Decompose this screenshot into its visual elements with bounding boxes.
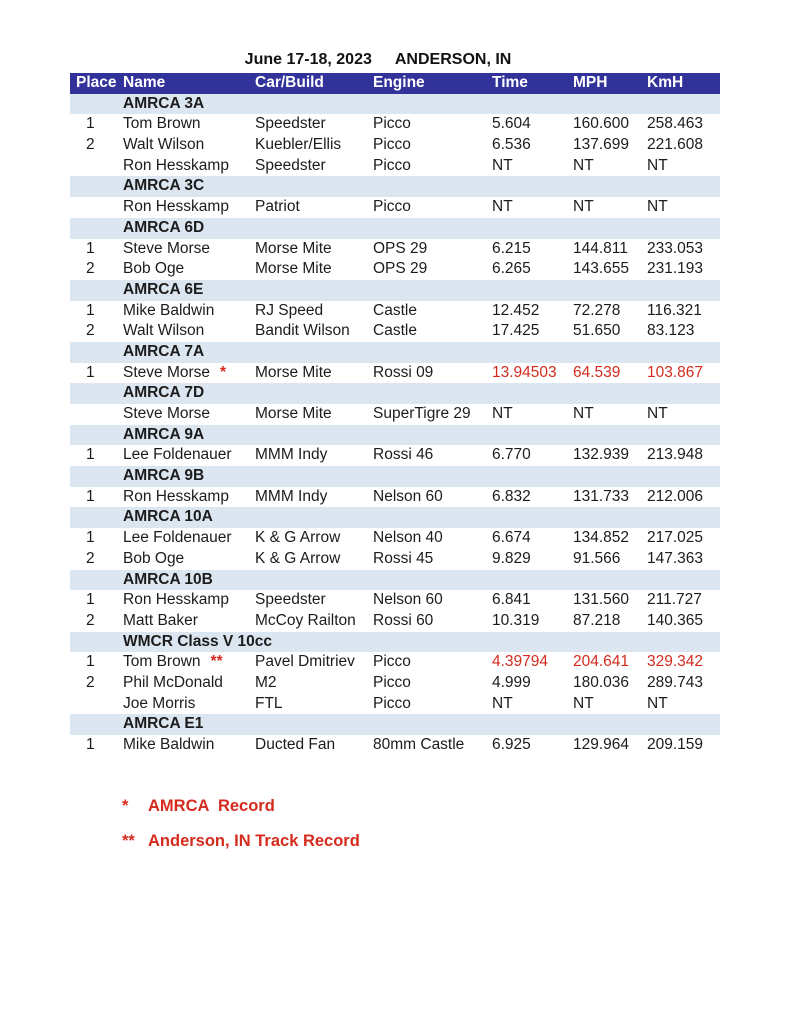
place-cell (70, 632, 123, 653)
racer-name: Joe Morris (123, 694, 196, 712)
name-cell (123, 404, 255, 425)
result-row (70, 673, 720, 694)
class-section-row (70, 507, 720, 528)
place-cell: 1 (86, 363, 95, 381)
engine-cell: Picco (373, 653, 411, 671)
result-row (70, 404, 720, 425)
class-section-label: WMCR Class V 10cc (123, 632, 273, 650)
car-build-cell: Speedster (255, 156, 326, 174)
class-section-label: AMRCA 3C (123, 177, 205, 195)
kmh-cell: NT (647, 198, 668, 216)
car-build-cell: MMM Indy (255, 446, 328, 464)
engine-cell: Picco (373, 115, 411, 133)
engine-cell: Picco (373, 136, 411, 154)
place-cell: 1 (86, 301, 95, 319)
name-cell (123, 487, 255, 508)
place-cell: 1 (86, 239, 95, 257)
racer-name: Lee Foldenauer (123, 446, 232, 464)
name-cell (123, 197, 255, 218)
place-cell (70, 404, 123, 425)
time-cell: 6.841 (492, 591, 531, 609)
column-header-name: Name (123, 74, 166, 91)
result-row (70, 694, 720, 715)
time-cell: 10.319 (492, 611, 540, 629)
place-cell (70, 383, 123, 404)
mph-cell: 131.733 (573, 487, 630, 505)
mph-cell: 144.811 (573, 239, 628, 257)
page-title (70, 51, 720, 69)
class-section-row (70, 94, 720, 115)
name-cell (123, 445, 255, 466)
engine-cell: Nelson 40 (373, 529, 443, 547)
place-cell (70, 342, 123, 363)
table-header-row (70, 73, 720, 94)
car-build-cell: Morse Mite (255, 239, 332, 257)
result-row (70, 652, 720, 673)
engine-cell: Rossi 46 (373, 446, 434, 464)
class-section-row (70, 632, 720, 653)
name-cell (123, 673, 255, 694)
class-section-row (70, 176, 720, 197)
car-build-cell: M2 (255, 673, 277, 691)
car-build-cell: McCoy Railton (255, 611, 356, 629)
engine-cell: 80mm Castle (373, 736, 465, 753)
mph-cell: 87.218 (573, 611, 621, 629)
kmh-cell: 258.463 (647, 115, 704, 133)
place-cell: 2 (86, 136, 95, 154)
place-cell: 2 (86, 611, 95, 629)
engine-cell: Picco (373, 673, 411, 691)
result-row (70, 239, 720, 260)
kmh-cell: 211.727 (647, 591, 702, 609)
mph-cell: NT (573, 405, 594, 422)
event-location: ANDERSON, IN (394, 51, 512, 68)
time-cell: 6.925 (492, 736, 531, 753)
footnote-track-record-text: Anderson, IN Track Record (148, 832, 360, 850)
kmh-cell: 329.342 (647, 653, 704, 671)
place-cell: 1 (86, 446, 95, 464)
results-table-body (70, 94, 720, 756)
place-cell: 1 (86, 653, 95, 671)
name-cell (123, 156, 255, 177)
car-build-cell: Speedster (255, 115, 326, 133)
mph-cell: 143.655 (573, 260, 630, 278)
time-cell: NT (492, 198, 513, 216)
mph-cell: NT (573, 694, 594, 712)
kmh-cell: NT (647, 405, 668, 422)
place-cell: 1 (86, 529, 95, 547)
mph-cell: 134.852 (573, 529, 630, 547)
time-cell: 4.999 (492, 673, 531, 691)
place-cell: 1 (86, 591, 95, 609)
racer-name: Mike Baldwin (123, 301, 215, 319)
kmh-cell: 147.363 (647, 549, 704, 567)
car-build-cell: K & G Arrow (255, 529, 341, 547)
place-cell (70, 714, 123, 735)
racer-name: Walt Wilson (123, 322, 205, 340)
place-cell (70, 466, 123, 487)
racer-name: Lee Foldenauer (123, 529, 232, 547)
kmh-cell: NT (647, 694, 668, 712)
place-cell (70, 694, 123, 715)
name-cell (123, 735, 255, 756)
car-build-cell: Bandit Wilson (255, 322, 350, 340)
name-cell (123, 259, 255, 280)
column-header-time: Time (492, 74, 528, 91)
place-cell (70, 176, 123, 197)
car-build-cell: RJ Speed (255, 301, 324, 319)
name-cell (123, 549, 255, 570)
racer-name: Ron Hesskamp (123, 487, 229, 505)
place-cell (70, 425, 123, 446)
mph-cell: 204.641 (573, 653, 630, 671)
single-asterisk-marker: * (122, 797, 129, 815)
footnote-amrca-record-text: AMRCA Record (148, 797, 275, 815)
place-cell (70, 507, 123, 528)
class-section-row (70, 714, 720, 735)
event-date: June 17-18, 2023 (244, 51, 372, 68)
engine-cell: Nelson 60 (373, 487, 443, 505)
car-build-cell: Morse Mite (255, 260, 332, 278)
class-section-label: AMRCA E1 (123, 715, 204, 733)
place-cell (70, 156, 123, 177)
place-cell: 2 (86, 260, 95, 278)
mph-cell: 132.939 (573, 446, 630, 464)
column-header-kmh: KmH (647, 74, 684, 91)
place-cell (70, 570, 123, 591)
name-cell (123, 528, 255, 549)
result-row (70, 321, 720, 342)
time-cell: NT (492, 694, 513, 712)
kmh-cell: 209.159 (647, 736, 704, 753)
class-section-label: AMRCA 3A (123, 94, 205, 112)
footnote-amrca-record (122, 797, 275, 816)
car-build-cell: Patriot (255, 198, 300, 216)
mph-cell: NT (573, 156, 594, 174)
kmh-cell: 217.025 (647, 529, 704, 547)
kmh-cell: 221.608 (647, 136, 704, 154)
racer-name: Bob Oge (123, 549, 185, 567)
engine-cell: Castle (373, 322, 417, 340)
racer-name: Steve Morse (123, 363, 211, 381)
class-section-row (70, 570, 720, 591)
place-cell: 1 (86, 736, 95, 753)
class-section-row (70, 342, 720, 363)
time-cell: 6.832 (492, 487, 531, 505)
racer-name: Tom Brown (123, 653, 201, 671)
engine-cell: OPS 29 (373, 239, 428, 257)
result-row (70, 549, 720, 570)
class-section-label: AMRCA 10B (123, 570, 213, 588)
racer-name: Walt Wilson (123, 136, 205, 154)
name-cell (123, 321, 255, 342)
place-cell: 2 (86, 673, 95, 691)
car-build-cell: Kuebler/Ellis (255, 136, 342, 154)
mph-cell: 64.539 (573, 363, 621, 381)
kmh-cell: 140.365 (647, 611, 704, 629)
engine-cell: Castle (373, 301, 417, 319)
place-cell (70, 94, 123, 115)
place-cell: 1 (86, 487, 95, 505)
time-cell: 6.770 (492, 446, 531, 464)
class-section-label: AMRCA 6D (123, 218, 205, 236)
mph-cell: NT (573, 198, 594, 216)
class-section-row (70, 466, 720, 487)
place-cell: 1 (86, 115, 95, 133)
kmh-cell: 233.053 (647, 239, 704, 257)
place-cell (70, 218, 123, 239)
name-cell (123, 590, 255, 611)
time-cell: 17.425 (492, 322, 540, 340)
class-section-row (70, 383, 720, 404)
engine-cell: Picco (373, 198, 411, 216)
mph-cell: 51.650 (573, 322, 621, 340)
kmh-cell: 213.948 (647, 446, 704, 464)
engine-cell: Rossi 60 (373, 611, 434, 629)
mph-cell: 129.964 (573, 736, 630, 753)
place-cell (70, 280, 123, 301)
result-row (70, 528, 720, 549)
racer-name: Ron Hesskamp (123, 156, 229, 174)
name-cell (123, 114, 255, 135)
car-build-cell: FTL (255, 694, 283, 712)
car-build-cell: Pavel Dmitriev (255, 653, 355, 671)
result-row (70, 363, 720, 384)
racer-name: Mike Baldwin (123, 736, 215, 753)
record-marker: ** (210, 653, 223, 671)
time-cell: 6.536 (492, 136, 531, 154)
result-row (70, 156, 720, 177)
result-row (70, 301, 720, 322)
car-build-cell: Speedster (255, 591, 326, 609)
result-row (70, 135, 720, 156)
mph-cell: 160.600 (573, 115, 630, 133)
engine-cell: SuperTigre 29 (373, 405, 471, 422)
double-asterisk-marker: ** (122, 832, 135, 850)
column-header-mph: MPH (573, 74, 608, 91)
result-row (70, 735, 720, 756)
place-cell: 2 (86, 549, 95, 567)
time-cell: 6.215 (492, 239, 531, 257)
kmh-cell: 231.193 (647, 260, 704, 278)
kmh-cell: 116.321 (647, 301, 702, 319)
car-build-cell: Morse Mite (255, 405, 332, 422)
name-cell (123, 363, 255, 384)
column-header-car-build: Car/Build (255, 74, 324, 91)
footnote-track-record (122, 832, 360, 851)
mph-cell: 91.566 (573, 549, 621, 567)
name-cell (123, 694, 255, 715)
class-section-label: AMRCA 6E (123, 280, 204, 298)
racer-name: Ron Hesskamp (123, 591, 229, 609)
kmh-cell: NT (647, 156, 668, 174)
kmh-cell: 103.867 (647, 363, 704, 381)
time-cell: 12.452 (492, 301, 540, 319)
kmh-cell: 212.006 (647, 487, 704, 505)
engine-cell: Rossi 45 (373, 549, 434, 567)
name-cell (123, 652, 255, 673)
engine-cell: Picco (373, 694, 411, 712)
time-cell: NT (492, 156, 513, 174)
class-section-label: AMRCA 9B (123, 467, 205, 485)
car-build-cell: MMM Indy (255, 487, 328, 505)
class-section-label: AMRCA 10A (123, 508, 213, 526)
engine-cell: Picco (373, 156, 411, 174)
car-build-cell: K & G Arrow (255, 549, 341, 567)
class-section-row (70, 218, 720, 239)
racer-name: Steve Morse (123, 405, 211, 422)
place-cell: 2 (86, 322, 95, 340)
class-section-row (70, 425, 720, 446)
name-cell (123, 135, 255, 156)
racer-name: Ron Hesskamp (123, 198, 229, 216)
record-marker: * (220, 363, 227, 381)
name-cell (123, 301, 255, 322)
car-build-cell: Morse Mite (255, 363, 332, 381)
column-header-engine: Engine (373, 74, 425, 91)
class-section-label: AMRCA 7D (123, 384, 205, 402)
name-cell (123, 611, 255, 632)
kmh-cell: 83.123 (647, 322, 695, 340)
racer-name: Tom Brown (123, 115, 201, 133)
time-cell: 4.39794 (492, 653, 549, 671)
time-cell: 6.674 (492, 529, 531, 547)
time-cell: 13.94503 (492, 363, 557, 381)
result-row (70, 259, 720, 280)
mph-cell: 137.699 (573, 136, 630, 154)
time-cell: 9.829 (492, 549, 531, 567)
result-row (70, 487, 720, 508)
place-cell (70, 197, 123, 218)
result-row (70, 611, 720, 632)
mph-cell: 180.036 (573, 673, 630, 691)
result-row (70, 445, 720, 466)
time-cell: 6.265 (492, 260, 531, 278)
class-section-row (70, 280, 720, 301)
time-cell: NT (492, 405, 513, 422)
result-row (70, 590, 720, 611)
result-row (70, 114, 720, 135)
class-section-label: AMRCA 7A (123, 342, 205, 360)
kmh-cell: 289.743 (647, 673, 704, 691)
racer-name: Phil McDonald (123, 673, 223, 691)
column-header-place: Place (76, 74, 117, 91)
result-row (70, 197, 720, 218)
mph-cell: 131.560 (573, 591, 630, 609)
engine-cell: OPS 29 (373, 260, 428, 278)
time-cell: 5.604 (492, 115, 531, 133)
class-section-label: AMRCA 9A (123, 425, 205, 443)
engine-cell: Rossi 09 (373, 363, 434, 381)
name-cell (123, 239, 255, 260)
results-table (70, 73, 720, 756)
engine-cell: Nelson 60 (373, 591, 443, 609)
racer-name: Matt Baker (123, 611, 198, 629)
mph-cell: 72.278 (573, 301, 621, 319)
racer-name: Bob Oge (123, 260, 185, 278)
racer-name: Steve Morse (123, 239, 211, 257)
car-build-cell: Ducted Fan (255, 736, 336, 753)
